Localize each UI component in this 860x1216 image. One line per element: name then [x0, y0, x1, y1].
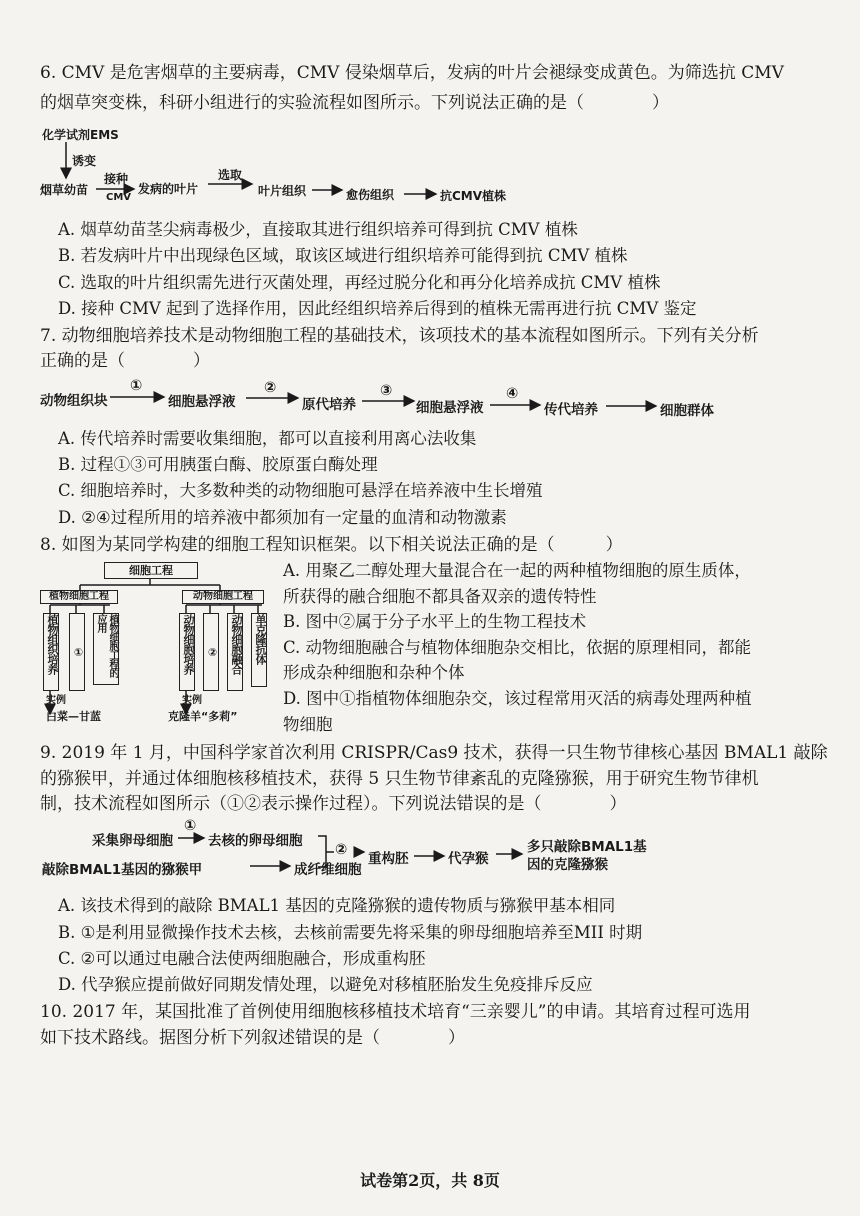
- q7-flow-step2: ②: [264, 380, 277, 396]
- q6-flow-chemical: 化学试剂EMS: [42, 128, 119, 142]
- page-footer: 试卷第2页，共 8页: [360, 1171, 500, 1190]
- q6-stem-line1: 6. CMV 是危害烟草的主要病毒，CMV 侵染烟草后，发病的叶片会褪绿变成黄色。为筛选抗 CMV: [40, 63, 784, 83]
- q9-flow-step2: ②: [335, 842, 348, 858]
- q6-flow-mutate: 诱变: [72, 154, 97, 168]
- q6-option-b: B. 若发病叶片中出现绿色区域，取该区域进行组织培养可能得到抗 CMV 植株: [58, 246, 628, 265]
- q6-flow-select: 选取: [218, 168, 243, 182]
- q7-flow-step4: ④: [506, 386, 519, 402]
- q7-flow-suspension2: 细胞悬浮液: [416, 400, 484, 416]
- q9-stem-line1: 9. 2019 年 1 月，中国科学家首次利用 CRISPR/Cas9 技术，获得一只生物节律核心基因 BMAL1 敲除: [40, 743, 828, 763]
- q9-flow-donor-monkey: 敲除BMAL1基因的猕猴甲: [42, 862, 203, 878]
- q9-flow-result-line1: 多只敲除BMAL1基: [527, 839, 647, 855]
- q9-option-b: B. ①是利用显微操作技术去核，去核前需要先将采集的卵母细胞培养至MII 时期: [58, 923, 643, 942]
- q8-option-c-line1: C. 动物细胞融合与植物体细胞杂交相比，依据的原理相同，都能: [283, 638, 752, 657]
- q8-node-monoclonal-antibody: 单克隆抗体: [251, 613, 267, 687]
- q9-stem-line2: 的猕猴甲，并通过体细胞核移植技术，获得 5 只生物节律紊乱的克隆猕猴，用于研究生物节律机: [40, 769, 759, 789]
- q7-option-c: C. 细胞培养时，大多数种类的动物细胞可悬浮在培养液中生长增殖: [58, 481, 543, 500]
- q6-flow-resistant-plant: 抗CMV植株: [440, 189, 507, 203]
- q7-flow-step1: ①: [130, 378, 143, 394]
- q7-flow-step3: ③: [380, 383, 393, 399]
- q7-flow-primary-culture: 原代培养: [302, 397, 356, 413]
- q6-flow-cmv: CMV: [106, 192, 132, 203]
- q8-node-animal-cell-culture: 动物细胞培养: [179, 613, 195, 691]
- q6-stem-line2: 的烟草突变株，科研小组进行的实验流程如图所示。下列说法正确的是（ ）: [40, 93, 669, 113]
- q9-flow-enucleated-oocyte: 去核的卵母细胞: [208, 833, 303, 849]
- q7-stem-line2: 正确的是（ ）: [40, 351, 210, 371]
- q8-option-d-line1: D. 图中①指植物体细胞杂交，该过程常用灭活的病毒处理两种植: [283, 689, 752, 708]
- q8-example-cabbage-kale: 白菜—甘蓝: [46, 710, 101, 723]
- q8-option-a-line1: A. 用聚乙二醇处理大量混合在一起的两种植物细胞的原生质体，: [283, 561, 751, 580]
- q7-option-b: B. 过程①③可用胰蛋白酶、胶原蛋白酶处理: [58, 455, 378, 474]
- q8-node-animal-engineering: 动物细胞工程: [182, 590, 264, 604]
- q6-option-c: C. 选取的叶片组织需先进行灭菌处理，再经过脱分化和再分化培养成抗 CMV 植株: [58, 273, 661, 292]
- q9-stem-line3: 制，技术流程如图所示（①②表示操作过程）。下列说法错误的是（ ）: [40, 794, 627, 814]
- q9-flow-collect-oocyte: 采集卵母细胞: [92, 833, 173, 849]
- q8-option-b: B. 图中②属于分子水平上的生物工程技术: [283, 612, 587, 631]
- q8-node-animal-cell-fusion: 动物细胞融合: [227, 613, 243, 691]
- q8-node-blank-1: ①: [69, 613, 85, 691]
- q7-flow-cell-population: 细胞群体: [660, 403, 714, 419]
- q8-node-plant-application: 植物细胞工程的应用: [93, 613, 119, 685]
- q6-flow-inoculate: 接种: [104, 172, 129, 186]
- q9-flow-fibroblast: 成纤维细胞: [294, 862, 362, 878]
- q8-example-dolly: 克隆羊“多莉”: [168, 710, 238, 723]
- q9-flow-surrogate: 代孕猴: [448, 851, 489, 867]
- q8-node-cell-engineering: 细胞工程: [104, 562, 198, 579]
- q9-option-d: D. 代孕猴应提前做好同期发情处理，以避免对移植胚胎发生免疫排斥反应: [58, 975, 593, 994]
- q10-stem-line2: 如下技术路线。据图分析下列叙述错误的是（ ）: [40, 1028, 465, 1048]
- q8-node-plant-tissue-culture: 植物组织培养: [43, 613, 59, 691]
- q7-option-d: D. ②④过程所用的培养液中都须加有一定量的血清和动物激素: [58, 508, 507, 527]
- q6-option-a: A. 烟草幼苗茎尖病毒极少，直接取其进行组织培养可得到抗 CMV 植株: [58, 220, 578, 239]
- q7-option-a: A. 传代培养时需要收集细胞，都可以直接利用离心法收集: [58, 429, 477, 448]
- q8-example-label-plant: 实例: [46, 695, 66, 706]
- q9-flow-reconstructed-embryo: 重构胚: [368, 851, 409, 867]
- q8-node-blank-2: ②: [203, 613, 219, 691]
- q9-option-a: A. 该技术得到的敲除 BMAL1 基因的克隆猕猴的遗传物质与猕猴甲基本相同: [58, 896, 616, 915]
- q10-stem-line1: 10. 2017 年，某国批准了首例使用细胞核移植技术培育“三亲婴儿”的申请。其培育过程可选用: [40, 1002, 751, 1022]
- q6-flow-tissue: 叶片组织: [258, 184, 307, 198]
- q9-flow-step1: ①: [184, 818, 197, 834]
- q8-node-plant-engineering: 植物细胞工程: [40, 590, 118, 604]
- q7-flow-subculture: 传代培养: [544, 402, 598, 418]
- q8-option-c-line2: 形成杂种细胞和杂种个体: [283, 663, 465, 682]
- q8-example-label-animal: 实例: [182, 695, 202, 706]
- q7-flow-suspension1: 细胞悬浮液: [168, 394, 236, 410]
- q6-option-d: D. 接种 CMV 起到了选择作用，因此经组织培养后得到的植株无需再进行抗 CMV 鉴定: [58, 299, 697, 318]
- q9-option-c: C. ②可以通过电融合法使两细胞融合，形成重构胚: [58, 949, 426, 968]
- q8-stem: 8. 如图为某同学构建的细胞工程知识框架。以下相关说法正确的是（ ）: [40, 535, 623, 555]
- q7-stem-line1: 7. 动物细胞培养技术是动物细胞工程的基础技术，该项技术的基本流程如图所示。下列有关分析: [40, 326, 759, 346]
- q8-option-d-line2: 物细胞: [283, 715, 333, 734]
- q8-option-a-line2: 所获得的融合细胞不都具备双亲的遗传特性: [283, 587, 597, 606]
- q6-flow-seedling: 烟草幼苗: [40, 183, 89, 197]
- q6-flow-leaf: 发病的叶片: [138, 182, 199, 196]
- q6-flow-callus: 愈伤组织: [346, 188, 395, 202]
- q7-flow-tissue-block: 动物组织块: [40, 393, 108, 409]
- q9-flow-result-line2: 因的克隆猕猴: [527, 857, 608, 873]
